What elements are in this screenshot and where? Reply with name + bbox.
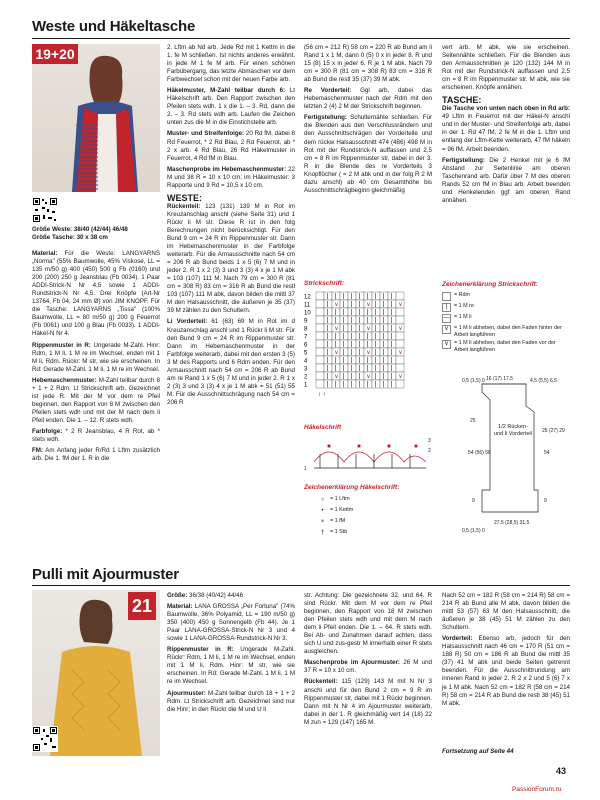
chart-row-label: 12 (304, 294, 311, 301)
paragraph: Rippenmuster in R: Ungerade M-Zahl. Rückr: Rdm, 1 M li, 1 M re im Wechsel, enden mit 1 M li, Rdm. Hinr: M str, wie sie erscheinen. In Rd: Gerade M-Zahl. 1 M li, 1 M re im Wechsel. (167, 646, 295, 686)
chart-cell-symbol: ∨ (334, 325, 339, 333)
chart-cell-symbol: | (334, 293, 337, 301)
strick-legend-title: Zeichenerklärung Strickschrift: (442, 281, 539, 288)
chart-cell-symbol: | (390, 317, 393, 325)
heading-tasche: TASCHE: (442, 95, 482, 106)
chart-cell-symbol: | (350, 325, 353, 333)
chart-cell-symbol: | (326, 301, 329, 309)
chart-cell (316, 380, 324, 388)
chart-cell (316, 356, 324, 364)
legend-row: | = 1 M re (442, 303, 570, 312)
chart-cell-symbol: | (390, 365, 393, 373)
chart-cell-symbol: | (334, 333, 337, 341)
chart-cell-symbol: | (342, 333, 345, 341)
svg-text:4,5 (5,5) 6,5: 4,5 (5,5) 6,5 (530, 378, 557, 384)
chart-cell-symbol: | (358, 309, 361, 317)
chart-cell (316, 372, 324, 380)
chart-cell-symbol: | (350, 293, 353, 301)
paragraph: Häkelmuster, M-Zahl teilbar durch 6: Lt Häkelschrift arb. Den Rapport zwischen den Pfeilen stets wdh. 1 x die 1. – 3. Rd, dann die 2. – 3. Rd stets wdh arb. Laufen die Zeichen unten zus die M in die Einstichstelle arb. (167, 87, 295, 127)
chart-cell-symbol: | (374, 293, 377, 301)
strickschrift-title: Strickschrift: (304, 280, 345, 287)
legend-row: † = 1 Stb (320, 529, 348, 537)
paragraph: Fertigstellung: Schulternähte schließen. Für die Blenden aus den Verschlussrändern und den Ausschnittschrägen der Vorderteile und dem rückw Halsausschnitt 474 (486) 498 M in Rot mit der Rundstrick-N auffassen und 2,5 cm = 8 R im Rippenmuster str, dabei in der 3. R in die Blende des re Vorderteils 3 Knopflöcher ( = 2 M abk und in der folg R 2 M dazu anschl) ab 40 cm Gesamthöhe bis Ausschnittschrägbeginn gleichmäßig (304, 114, 432, 194)
chart-cell-symbol: ∨ (334, 373, 339, 381)
paragraph: Rückenteil: 115 (129) 143 M mit N Nr 3 anschl und für den Bund 2 cm = 9 R im Rippenmuster str, dabei mit 1 Rückr beginnen. Dann mit N Nr 4 im Ajourmuster weiterarb, dabei in der 1. R gleichmäßig vert 14 (18) 22 M zun = 129 (147) 165 M. (304, 678, 432, 726)
chart-cell-symbol: ∨ (398, 325, 403, 333)
svg-text:25: 25 (470, 418, 476, 424)
chart-cell-symbol: | (374, 309, 377, 317)
chart-cell (396, 356, 404, 364)
weste-col4 (442, 44, 570, 208)
chart-cell-symbol: | (342, 293, 345, 301)
chart-cell-symbol: | (366, 317, 369, 325)
legend-row: — = 1 M li (443, 314, 472, 322)
chart-cell (316, 292, 324, 300)
paragraph: Die Tasche von unten nach oben in Rd arb: 49 Lftm in Feuerrot mit der Häkel-N anschl und in der Muster- und Streifenfolge arb, dabei in der 1. Rd 47 fM, 2 fe M in die 1. Lftm und entlang der Lftm-Kette weiterarb, 47 fM häkeln = 96 fM. Arbeit beenden. (442, 105, 570, 153)
chart-cell-symbol: | (382, 349, 385, 357)
chart-cell-symbol: | (326, 333, 329, 341)
paragraph: Größe: 36/38 (40/42) 44/46 (167, 592, 244, 599)
chart-cell-symbol: | (366, 341, 369, 349)
chart-cell-symbol: | (382, 333, 385, 341)
chart-cell-symbol: | (382, 293, 385, 301)
groesse-block (32, 226, 160, 242)
chart-cell (316, 308, 324, 316)
chart-cell-symbol: | (350, 341, 353, 349)
svg-text:25 (27) 29: 25 (27) 29 (542, 428, 565, 434)
chart-cell-symbol: | (326, 309, 329, 317)
chart-row-label: 2 (304, 374, 308, 381)
legend-row: • = 1 Kettm (321, 507, 354, 515)
chart-cell-symbol: | (382, 325, 385, 333)
chart-cell-symbol: | (358, 349, 361, 357)
chart-row-label: 3 (304, 366, 308, 373)
chart-cell-symbol: | (366, 309, 369, 317)
chart-cell-symbol: | (374, 341, 377, 349)
section-title-pulli: Pulli mit Ajourmuster (32, 566, 179, 583)
chart-cell-symbol: | (326, 317, 329, 325)
paragraph: Farbfolge: * 2 R Jeansblau, 4 R Rot, ab * stets wdh. (32, 427, 160, 444)
chart-cell-symbol: | (326, 349, 329, 357)
paragraph: str. Achtung: Die gezeichnete 32. und 64. R sind Rückr. Mit dem M vor dem re Pfeil beginnen, den Rapport von 18 M zwischen den Pfeilen stets wdh und mit dem M nach dem li Pfeil enden. Die 1. – 64. R stets wdh. Bei Ab- und Zunahmen darauf achten, dass sich U und zus-gestr M innerhalb einer R stets ausgleichen. (304, 592, 432, 656)
continuation-note: Fortsetzung auf Seite 44 (442, 748, 514, 755)
chart-cell-symbol: | (358, 381, 361, 389)
chart-cell-symbol: | (342, 317, 345, 325)
chart-cell (316, 348, 324, 356)
chart-cell (396, 332, 404, 340)
chart-cell-symbol: | (390, 293, 393, 301)
chart-cell (396, 316, 404, 324)
chart-cell-symbol: | (334, 365, 337, 373)
chart-cell (316, 300, 324, 308)
chart-cell-symbol: ∨ (398, 301, 403, 309)
chart-cell-symbol: | (350, 349, 353, 357)
chart-cell-symbol: | (350, 333, 353, 341)
chart-cell-symbol: | (342, 309, 345, 317)
chart-cell-symbol: | (342, 341, 345, 349)
chart-cell-symbol: | (326, 373, 329, 381)
chart-cell-symbol: | (390, 381, 393, 389)
svg-text:27,5 (28,5) 31,5: 27,5 (28,5) 31,5 (494, 520, 530, 526)
svg-text:3: 3 (428, 438, 431, 444)
chart-cell-symbol: | (374, 317, 377, 325)
chart-cell-symbol: | (366, 365, 369, 373)
chart-cell-symbol: | (342, 349, 345, 357)
section-badge-19-20: 19+20 (32, 44, 78, 64)
qr-code[interactable] (32, 197, 58, 223)
chart-cell-symbol: | (334, 317, 337, 325)
chart-cell-symbol: | (390, 349, 393, 357)
chart-cell-symbol: | (358, 325, 361, 333)
pulli-col2 (304, 592, 432, 730)
title-rule (32, 38, 570, 39)
chart-cell-symbol: ∨ (398, 349, 403, 357)
chart-cell-symbol: | (374, 301, 377, 309)
chart-cell-symbol: | (350, 373, 353, 381)
chart-cell-symbol: | (326, 365, 329, 373)
chart-cell-symbol: | (374, 325, 377, 333)
chart-cell-symbol: | (382, 341, 385, 349)
section-badge-21: 21 (128, 592, 156, 620)
chart-cell-symbol: | (366, 357, 369, 365)
chart-row-label: 5 (304, 350, 308, 357)
chart-cell-symbol: ∨ (398, 373, 403, 381)
svg-text:54: 54 (544, 450, 550, 456)
chart-cell (396, 364, 404, 372)
chart-cell-symbol: | (334, 381, 337, 389)
chart-cell-symbol: | (326, 341, 329, 349)
chart-cell-symbol: | (342, 301, 345, 309)
legend-row: × = 1 fM (320, 518, 346, 526)
chart-cell-symbol: | (358, 293, 361, 301)
chart-cell-symbol: | (326, 381, 329, 389)
weste-photo (32, 44, 160, 192)
schematic-label: 1/2 Rücken- und li Vorderteil (494, 424, 532, 437)
chart-cell-symbol: ∨ (334, 301, 339, 309)
qr-code[interactable] (32, 726, 58, 752)
chart-cell-symbol: | (390, 301, 393, 309)
chart-cell (316, 332, 324, 340)
svg-text:9: 9 (544, 498, 547, 504)
chart-cell-symbol: ∨ (366, 301, 371, 309)
paragraph: Hebemaschenmuster: M-Zahl teilbar durch 8 + 1 + 2 Rdm. Lt Strickschrift arb. Gezeichnet ist jede R. Mit der M vor dem re Pfeil beginnen, den Rapport von 8 M zwischen den Pfeilen stets wdh und mit der M nach dem li Pfeil enden. Die 1. – 12. R stets wdh. (32, 376, 160, 424)
chart-cell-symbol: | (366, 333, 369, 341)
chart-cell-symbol: | (350, 301, 353, 309)
legend-row: ○ = 1 Lftm (320, 496, 350, 504)
chart-cell (316, 316, 324, 324)
chart-cell-symbol: | (342, 325, 345, 333)
chart-cell-symbol: | (334, 341, 337, 349)
chart-cell-symbol: | (334, 357, 337, 365)
chart-cell (316, 340, 324, 348)
chart-cell-symbol: | (390, 341, 393, 349)
legend-row: = Rdm (442, 292, 570, 301)
svg-text:16 (17) 17,5: 16 (17) 17,5 (486, 376, 513, 382)
chart-cell-symbol: | (382, 301, 385, 309)
haekelschrift-title: Häkelschrift (304, 424, 342, 431)
chart-cell-symbol: | (350, 381, 353, 389)
chart-cell-symbol: | (374, 381, 377, 389)
chart-cell-symbol: | (382, 317, 385, 325)
legend-row: ∨ = 1 M li abheben, dabei den Faden vor der Arbeit langführen (442, 340, 570, 353)
chart-cell-symbol: | (342, 365, 345, 373)
paragraph: Material: LANA GROSSA „Per Fortuna" (74% Baumwolle, 36% Polyamid, LL = 190 m/50 g) 350 (400) 450 g Sonnengelb (Fb 44). Je 1 Paar LANA-GROSSA-Strick-N Nr 3 und 4 sowie 1 LANA-GROSSA-Rundstrick-N Nr 3. (167, 603, 295, 643)
chart-cell-symbol: | (358, 301, 361, 309)
chart-cell-symbol: | (366, 381, 369, 389)
chart-cell-symbol: | (326, 325, 329, 333)
chart-cell-symbol: | (358, 333, 361, 341)
chart-cell-symbol: | (342, 373, 345, 381)
groesse-tasche: Größe Tasche: 30 x 38 cm (32, 234, 108, 242)
chart-row-label: 6 (304, 342, 308, 349)
chart-cell (316, 324, 324, 332)
legend-row: ∨ = 1 M li abheben, dabei den Faden hinter der Arbeit langführen (442, 325, 570, 338)
weste-col2 (167, 44, 295, 410)
chart-cell-symbol: | (358, 317, 361, 325)
svg-text:0,5 (1,5) 0: 0,5 (1,5) 0 (462, 378, 485, 384)
weste-col1 (32, 250, 160, 466)
heading-weste: WESTE: (167, 192, 202, 203)
chart-row-label: 11 (304, 302, 311, 309)
paragraph: Muster- und Streifenfolge: 20 Rd fM, dabei 8 Rd Feuerrot, * 2 Rd Blau, 2 Rd Feuerrot, ab * 2 x arb. 4 Rd Blau, 26 Rd Häkelmuster in Feuerrot, 4 Rd fM in Blau. (167, 130, 295, 162)
chart-cell-symbol: | (374, 365, 377, 373)
chart-cell-symbol: | (390, 309, 393, 317)
chart-cell (396, 308, 404, 316)
chart-cell (396, 340, 404, 348)
chart-cell-symbol: | (366, 293, 369, 301)
chart-cell-symbol: ∨ (366, 349, 371, 357)
chart-row-label: 7 (304, 334, 308, 341)
svg-text:2: 2 (428, 448, 431, 454)
paragraph: Maschenprobe im Hebemaschenmuster: 22 M und 38 R = 10 x 10 cm; im Häkelmuster: 3 Rapporte und 9 Rd = 10,5 x 10 cm. (167, 165, 295, 189)
paragraph: Nach 52 cm = 182 R (58 cm = 214 R) 58 cm = 214 R ab Bund alle M abk, davon bilden die mittl 53 (57) 63 M den Halsausschnitt, die äußeren je 38 (45) 51 M zählen zu den Schultern. (442, 592, 570, 632)
chart-cell-symbol: | (326, 293, 329, 301)
title-rule (32, 585, 570, 586)
paragraph: (56 cm = 212 R) 58 cm = 220 R ab Bund am li Rand 1 x 1 M, dann 0 (5) 0 x in jeder 8. R und 15 (8) 15 x in jeder 6. R je 1 M abk. Nach 79 cm = 300 R (81 cm = 308 R) 83 cm = 316 R ab Bund die restl 35 (37) 39 M abk. (304, 44, 432, 84)
chart-cell-symbol: | (374, 333, 377, 341)
weste-schematic (442, 372, 570, 550)
paragraph: Li Vorderteil: 61 (63) 69 M in Rot im d Kreuzanschlag anschl und 1 Rückr li M str. Für den Bund 9 cm = 24 R im Rippenmuster str. Dann im Hebemaschenmuster in der Farbfolge weiterarb, dabei mit den ersten 3 (5) 3 M des Rapports und 6 Rdm enden. Für den Armausschnitt nach 54 cm = 206 R ab Bund am re Rand 1 x 5 (6) 7 M und in jeder 2. R 1 x 2 (3) 3 und 3 (3) 4 x je 1 M abk = 51 (51) 55 M. Für die Ausschnittschrägung nach 54 cm = 206 R (167, 318, 295, 406)
chart-repeat-arrows: ↑ ↑ (318, 392, 326, 398)
chart-row-label: 8 (304, 326, 308, 333)
chart-cell-symbol: | (382, 381, 385, 389)
paragraph: 2. Lftm ab Nd arb. Jede Rd mit 1 Kettm in die 1. fe M schließen. Ist nichts anderes erwähnt, in jede M 1 fe M arb. Für einen schönen Farbübergang, das letzte Abmaschen vor dem Farbwechsel schon mit der neuen Farbe arb. (167, 44, 295, 84)
svg-text:1: 1 (304, 466, 307, 472)
chart-cell-symbol: | (350, 309, 353, 317)
chart-cell-symbol: | (382, 309, 385, 317)
paragraph: Rückenteil: 123 (131) 139 M in Rot im Kreuzanschlag anschl (siehe Seite 31) und 1 Rückr li M str. Diese R ist in den folg Berechnungen nicht berücksichtigt. Für den Bund 9 cm = 24 R im Rippenmuster str. Dann im Hebemaschenmuster in der Farbfolge weiterarb. Für die Armausschnitte nach 54 cm = 206 R ab Bund beids 1 x 5 (6) 7 M und in jeder 2. R 1 x 2 (3) 3 und 3 (3) 4 x je 1 M abk = 103 (107) 111 M. Nach 79 cm = 300 R (81 cm = 308 R) 83 cm = 316 R ab Bund die restl 103 (107) 111 M abk, davon bilden die mittl 37 M den Halsausschnitt, die äußeren je 35 (37) 39 M zählen zu den Schultern. (167, 202, 295, 315)
chart-cell-symbol: | (390, 325, 393, 333)
weste-col3 (304, 44, 432, 198)
chart-cell-symbol: | (334, 309, 337, 317)
chart-cell-symbol: | (350, 365, 353, 373)
page-number: 43 (556, 766, 567, 776)
chart-cell-symbol: | (374, 349, 377, 357)
paragraph: Re Vorderteil: Ggl arb, dabei das Hebemaschenmuster nach der Rdm mit den letzten 2 (4) 2 M der Strickschrift beginnen. (304, 87, 432, 111)
chart-cell-symbol: | (342, 357, 345, 365)
chart-cell-symbol: | (350, 357, 353, 365)
paragraph: Vorderteil: Ebenso arb, jedoch für den Halsausschnitt nach 46 cm = 170 R (51 cm = 188 R) 50 cm = 186 R ab Bund die mittl 35 (37) 41 M abk und beide Seiten getrennt beenden. Für die Ausschnittrundung am inneren Rand in jeder 2. R 2 x 2 und 5 (6) 7 x je 1 M abk. Nach 52 cm = 182 R (58 cm = 214 R) 58 cm = 214 R ab Bund die restl 38 (45) 51 M abk. (442, 635, 570, 707)
chart-cell-symbol: | (374, 373, 377, 381)
chart-cell-symbol: | (358, 373, 361, 381)
chart-row-label: 1 (304, 382, 308, 389)
chart-cell-symbol: ∨ (366, 325, 371, 333)
paragraph: vert arb. M abk, wie sie erscheinen. Seitennähte schließen. Für die Blenden aus den Armausschnitten je 120 (132) 144 M in Rot mit der Rundstrick-N auffassen und 2,5 cm = 8 R im Rippenmuster str. M abk, wie sie erscheinen. Knöpfe annähen. (442, 44, 570, 92)
footer-watermark: PassionForum.ru (512, 786, 562, 793)
chart-row-label: 4 (304, 358, 308, 365)
chart-cell-symbol: | (358, 365, 361, 373)
svg-text:9: 9 (472, 498, 475, 504)
chart-cell-symbol: | (390, 373, 393, 381)
haekel-legend (318, 496, 428, 540)
haekel-legend-title: Zeichenerklärung Häkelschrift: (304, 484, 400, 491)
chart-cell-symbol: ∨ (334, 349, 339, 357)
paragraph: Maschenprobe im Ajourmuster: 26 M und 37 R = 10 x 10 cm. (304, 659, 432, 675)
chart-cell-symbol: | (382, 365, 385, 373)
chart-cell-symbol: | (390, 357, 393, 365)
groesse-weste: Größe Weste: 38/40 (42/44) 46/48 (32, 226, 128, 233)
chart-cell-symbol: | (350, 317, 353, 325)
chart-cell (396, 292, 404, 300)
svg-text:0,5 (1,5) 0: 0,5 (1,5) 0 (462, 528, 485, 534)
chart-row-label: 9 (304, 318, 308, 325)
chart-cell-symbol: | (326, 357, 329, 365)
chart-cell-symbol: | (342, 381, 345, 389)
chart-cell-symbol: ∨ (366, 373, 371, 381)
chart-cell-symbol: | (358, 341, 361, 349)
section-title-weste: Weste und Häkeltasche (32, 18, 196, 35)
paragraph: Rippenmuster in R: Ungerade M-Zahl. Hinr: Rdm, 1 M li, 1 M re im Wechsel, enden mit 1 M li, Rdm. Rückr: M str, wie sie erscheinen. In Rd: Gerade M-Zahl. 1 M li, 1 M re im Wechsel. (32, 341, 160, 373)
strickschrift-chart (304, 290, 403, 398)
paragraph: Ajourmuster: M-Zahl teilbar durch 18 + 1 + 2 Rdm. Lt Strickschrift arb. Gezeichnet sind nur die Hinr; in den Rückr die M und U li (167, 689, 295, 713)
haekelschrift-chart (304, 432, 432, 476)
chart-cell (316, 364, 324, 372)
paragraph: Fertigstellung: Die 2 Henkel mit je 6 fM Abstand zur Seitenlinie am oberen Taschenrand arb. Dafür über 7 M des oberen Rands 52 cm fM in Blau arb. Arbeit beenden und Henkelenden ggf am oberen Rand annähen. (442, 156, 570, 204)
pulli-col3 (442, 592, 570, 711)
pulli-col1 (167, 592, 295, 717)
paragraph: Material: Für die Weste: LANGYARNS „Norma" (55% Baumwolle, 45% Viskose, LL = 135 m/50 g) 400 (450) 500 g Fb (0160) und 200 (200) 250 g Jeansblau (Fb 0034). 1 Paar ADDI-Strick-N Nr 4,5 sowie 1 ADDI-Rundstrick-N Nr 4,5. Drei Knöpfe (Art-Nr 13764, Fb 04, 24 mm Ø) von JIM KNOPF. Für die Tasche: LANGYARNS „Tissa" (100% Baumwolle, LL = 80 m/50 g) 200 g Feuerrot (Fb 0061) und 100 g Blau (Fb 0033). 1 ADDI-Häkel-N Nr 4. (32, 250, 160, 338)
chart-cell-symbol: | (382, 373, 385, 381)
svg-text:54 (56) 58: 54 (56) 58 (468, 450, 491, 456)
chart-cell-symbol: | (374, 357, 377, 365)
paragraph: FM: Am Anfang jeder R/Rd 1 Lftm zusätzlich arb. Die 1. fM der 1. R in die (32, 447, 160, 463)
chart-row-label: 10 (304, 310, 311, 317)
strick-legend (442, 292, 570, 355)
chart-cell (396, 380, 404, 388)
chart-cell-symbol: | (390, 333, 393, 341)
chart-cell-symbol: | (358, 357, 361, 365)
chart-cell-symbol: | (382, 357, 385, 365)
